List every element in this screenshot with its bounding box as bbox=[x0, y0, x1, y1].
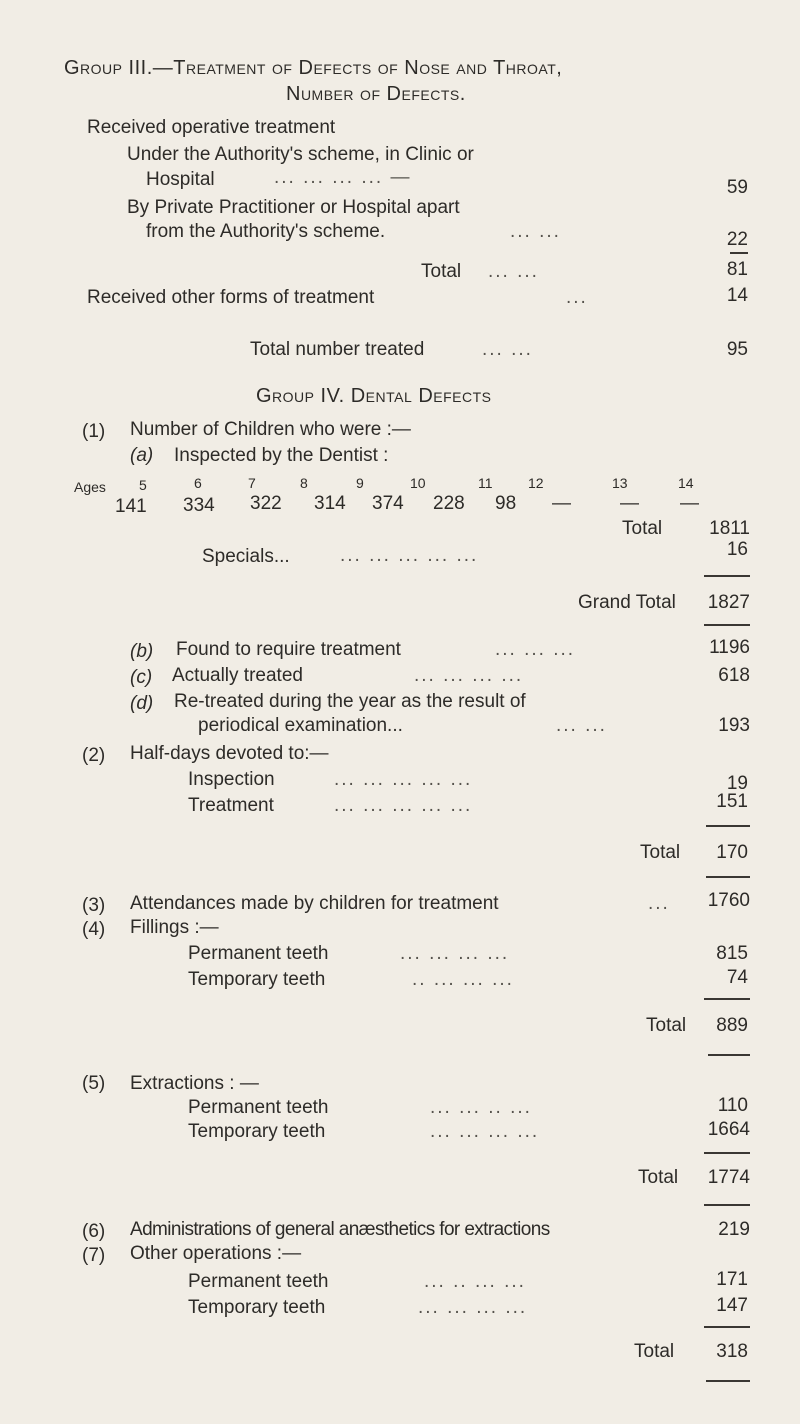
item4-label: Fillings :— bbox=[130, 917, 219, 938]
other-ops-total-value: 318 bbox=[716, 1341, 748, 1362]
private-practitioner-value: 22 bbox=[726, 229, 748, 250]
item4-number: (4) bbox=[82, 919, 106, 940]
fillings-permanent-value: 815 bbox=[716, 943, 748, 964]
extractions-permanent-value: 110 bbox=[717, 1095, 748, 1116]
total-treated-leader: ... ... bbox=[482, 339, 533, 360]
specials-leader: ... ... ... ... ... bbox=[340, 545, 479, 566]
item6-value: 219 bbox=[718, 1219, 750, 1240]
item1a-letter: (a) bbox=[130, 445, 154, 466]
fillings-permanent-leader: ... ... ... ... bbox=[400, 943, 510, 964]
item1c-leader: ... ... ... ... bbox=[414, 665, 524, 686]
other-ops-rule bbox=[704, 1326, 750, 1328]
other-treatment-leader: ... bbox=[566, 287, 588, 308]
item1d-label-line2: periodical examination... bbox=[198, 715, 403, 736]
private-practitioner-label-line2: from the Authority's scheme. bbox=[146, 221, 386, 242]
item2-label: Half-days devoted to:— bbox=[130, 743, 329, 764]
private-practitioner-label-line1: By Private Practitioner or Hospital apart bbox=[127, 197, 460, 218]
age-header: 11 bbox=[478, 475, 493, 491]
other-ops-total-label: Total bbox=[634, 1341, 675, 1362]
specials-value: 16 bbox=[726, 539, 748, 560]
item1-label: Number of Children who were :— bbox=[130, 419, 411, 440]
age-header: 12 bbox=[528, 475, 544, 491]
extractions-rule bbox=[704, 1152, 750, 1154]
treatment-label: Treatment bbox=[188, 795, 274, 816]
authority-scheme-label-line2: Hospital bbox=[146, 169, 215, 190]
other-ops-permanent-leader: ... .. ... ... bbox=[424, 1271, 526, 1292]
inspection-leader: ... ... ... ... ... bbox=[334, 769, 473, 790]
group3-total-leader: ... ... bbox=[488, 261, 539, 282]
item1d-label-line1: Re-treated during the year as the result of bbox=[174, 691, 526, 712]
halfdays-total-value: 170 bbox=[716, 842, 748, 863]
authority-scheme-leader: ... ... ... ... — bbox=[274, 167, 412, 188]
halfdays-total-label: Total bbox=[640, 842, 681, 863]
grand-total-value: 1827 bbox=[707, 592, 750, 613]
treatment-leader: ... ... ... ... ... bbox=[334, 795, 473, 816]
item3-leader: ... bbox=[648, 893, 670, 914]
treatment-value: 151 bbox=[716, 791, 748, 812]
age-header: 13 bbox=[612, 475, 628, 491]
age-count: 374 bbox=[372, 493, 404, 514]
age-header: 5 bbox=[139, 477, 147, 493]
age-header: 7 bbox=[248, 475, 256, 491]
ages-label: Ages bbox=[74, 479, 106, 495]
item3-label: Attendances made by children for treatment bbox=[130, 893, 499, 914]
age-count: 322 bbox=[250, 493, 282, 514]
item6-label: Administrations of general anæsthetics for extractions bbox=[130, 1219, 550, 1240]
received-operative-label: Received operative treatment bbox=[87, 117, 336, 138]
age-header: 10 bbox=[410, 475, 426, 491]
other-ops-temporary-label: Temporary teeth bbox=[188, 1297, 326, 1318]
fillings-rule bbox=[704, 998, 750, 1000]
item1d-letter: (d) bbox=[130, 693, 154, 714]
age-header: 9 bbox=[356, 475, 364, 491]
total-treated-label: Total number treated bbox=[250, 339, 425, 360]
item3-number: (3) bbox=[82, 895, 106, 916]
item1b-letter: (b) bbox=[130, 641, 154, 662]
age-count: — bbox=[620, 493, 639, 514]
age-count: 334 bbox=[183, 495, 215, 516]
item1b-leader: ... ... ... bbox=[495, 639, 576, 660]
age-count: 228 bbox=[433, 493, 465, 514]
inspection-label: Inspection bbox=[188, 769, 275, 790]
other-ops-temporary-leader: ... ... ... ... bbox=[418, 1297, 528, 1318]
extractions-total-rule bbox=[704, 1204, 750, 1206]
item1c-letter: (c) bbox=[130, 667, 153, 688]
item6-number: (6) bbox=[82, 1221, 106, 1242]
other-ops-permanent-value: 171 bbox=[716, 1269, 748, 1290]
age-count: — bbox=[680, 493, 699, 514]
group3-total-value: 81 bbox=[726, 259, 748, 280]
specials-rule bbox=[704, 575, 750, 577]
fillings-total-label: Total bbox=[646, 1015, 687, 1036]
authority-scheme-label-line1: Under the Authority's scheme, in Clinic or bbox=[127, 144, 474, 165]
group3-subtotal-rule bbox=[730, 252, 748, 254]
other-ops-temporary-value: 147 bbox=[716, 1295, 748, 1316]
item7-number: (7) bbox=[82, 1245, 106, 1266]
other-ops-permanent-label: Permanent teeth bbox=[188, 1271, 329, 1292]
group3-title-line2: Number of Defects. bbox=[286, 83, 466, 105]
extractions-total-value: 1774 bbox=[707, 1167, 750, 1188]
item1b-label: Found to require treatment bbox=[176, 639, 401, 660]
extractions-temporary-label: Temporary teeth bbox=[188, 1121, 326, 1142]
inspection-value: 19 bbox=[726, 773, 748, 794]
grand-total-label: Grand Total bbox=[578, 592, 676, 613]
authority-scheme-value: 59 bbox=[726, 177, 748, 198]
age-header: 8 bbox=[300, 475, 308, 491]
grand-total-rule bbox=[704, 624, 750, 626]
item5-number: (5) bbox=[82, 1073, 106, 1094]
fillings-temporary-value: 74 bbox=[726, 967, 748, 988]
item1c-value: 618 bbox=[718, 665, 750, 686]
halfdays-total-rule bbox=[706, 876, 750, 878]
age-count: 98 bbox=[495, 493, 517, 514]
extractions-permanent-label: Permanent teeth bbox=[188, 1097, 329, 1118]
specials-label: Specials... bbox=[202, 546, 290, 567]
other-treatment-value: 14 bbox=[726, 285, 748, 306]
item7-label: Other operations :— bbox=[130, 1243, 302, 1264]
extractions-temporary-leader: ... ... ... ... bbox=[430, 1121, 540, 1142]
item1a-label: Inspected by the Dentist : bbox=[174, 445, 389, 466]
item1b-value: 1196 bbox=[709, 637, 750, 658]
age-count: — bbox=[552, 493, 571, 514]
fillings-permanent-label: Permanent teeth bbox=[188, 943, 329, 964]
other-ops-total-rule bbox=[706, 1380, 750, 1382]
item1d-leader: ... ... bbox=[556, 715, 607, 736]
ages-total-value: 1811 bbox=[709, 518, 750, 539]
age-header: 14 bbox=[678, 475, 694, 491]
age-count: 314 bbox=[314, 493, 346, 514]
ages-total-label: Total bbox=[622, 518, 663, 539]
other-treatment-label: Received other forms of treatment bbox=[87, 287, 375, 308]
fillings-temporary-leader: .. ... ... ... bbox=[412, 969, 514, 990]
extractions-total-label: Total bbox=[638, 1167, 679, 1188]
item2-number: (2) bbox=[82, 745, 106, 766]
item1d-value: 193 bbox=[718, 715, 750, 736]
fillings-temporary-label: Temporary teeth bbox=[188, 969, 326, 990]
fillings-total-value: 889 bbox=[716, 1015, 748, 1036]
private-practitioner-leader: ... ... bbox=[510, 221, 561, 242]
item5-label: Extractions : — bbox=[130, 1073, 259, 1094]
halfdays-rule bbox=[706, 825, 750, 827]
group3-total-label: Total bbox=[421, 261, 462, 282]
item1-number: (1) bbox=[82, 421, 106, 442]
total-treated-value: 95 bbox=[726, 339, 748, 360]
group3-title-line1: Group III.—Treatment of Defects of Nose and Throat, bbox=[64, 57, 563, 79]
fillings-total-rule bbox=[708, 1054, 750, 1056]
item1c-label: Actually treated bbox=[172, 665, 303, 686]
extractions-temporary-value: 1664 bbox=[707, 1119, 750, 1140]
extractions-permanent-leader: ... ... .. ... bbox=[430, 1097, 532, 1118]
item3-value: 1760 bbox=[707, 890, 750, 911]
age-count: 141 bbox=[115, 496, 147, 517]
age-header: 6 bbox=[194, 475, 202, 491]
group4-title: Group IV. Dental Defects bbox=[256, 385, 492, 407]
